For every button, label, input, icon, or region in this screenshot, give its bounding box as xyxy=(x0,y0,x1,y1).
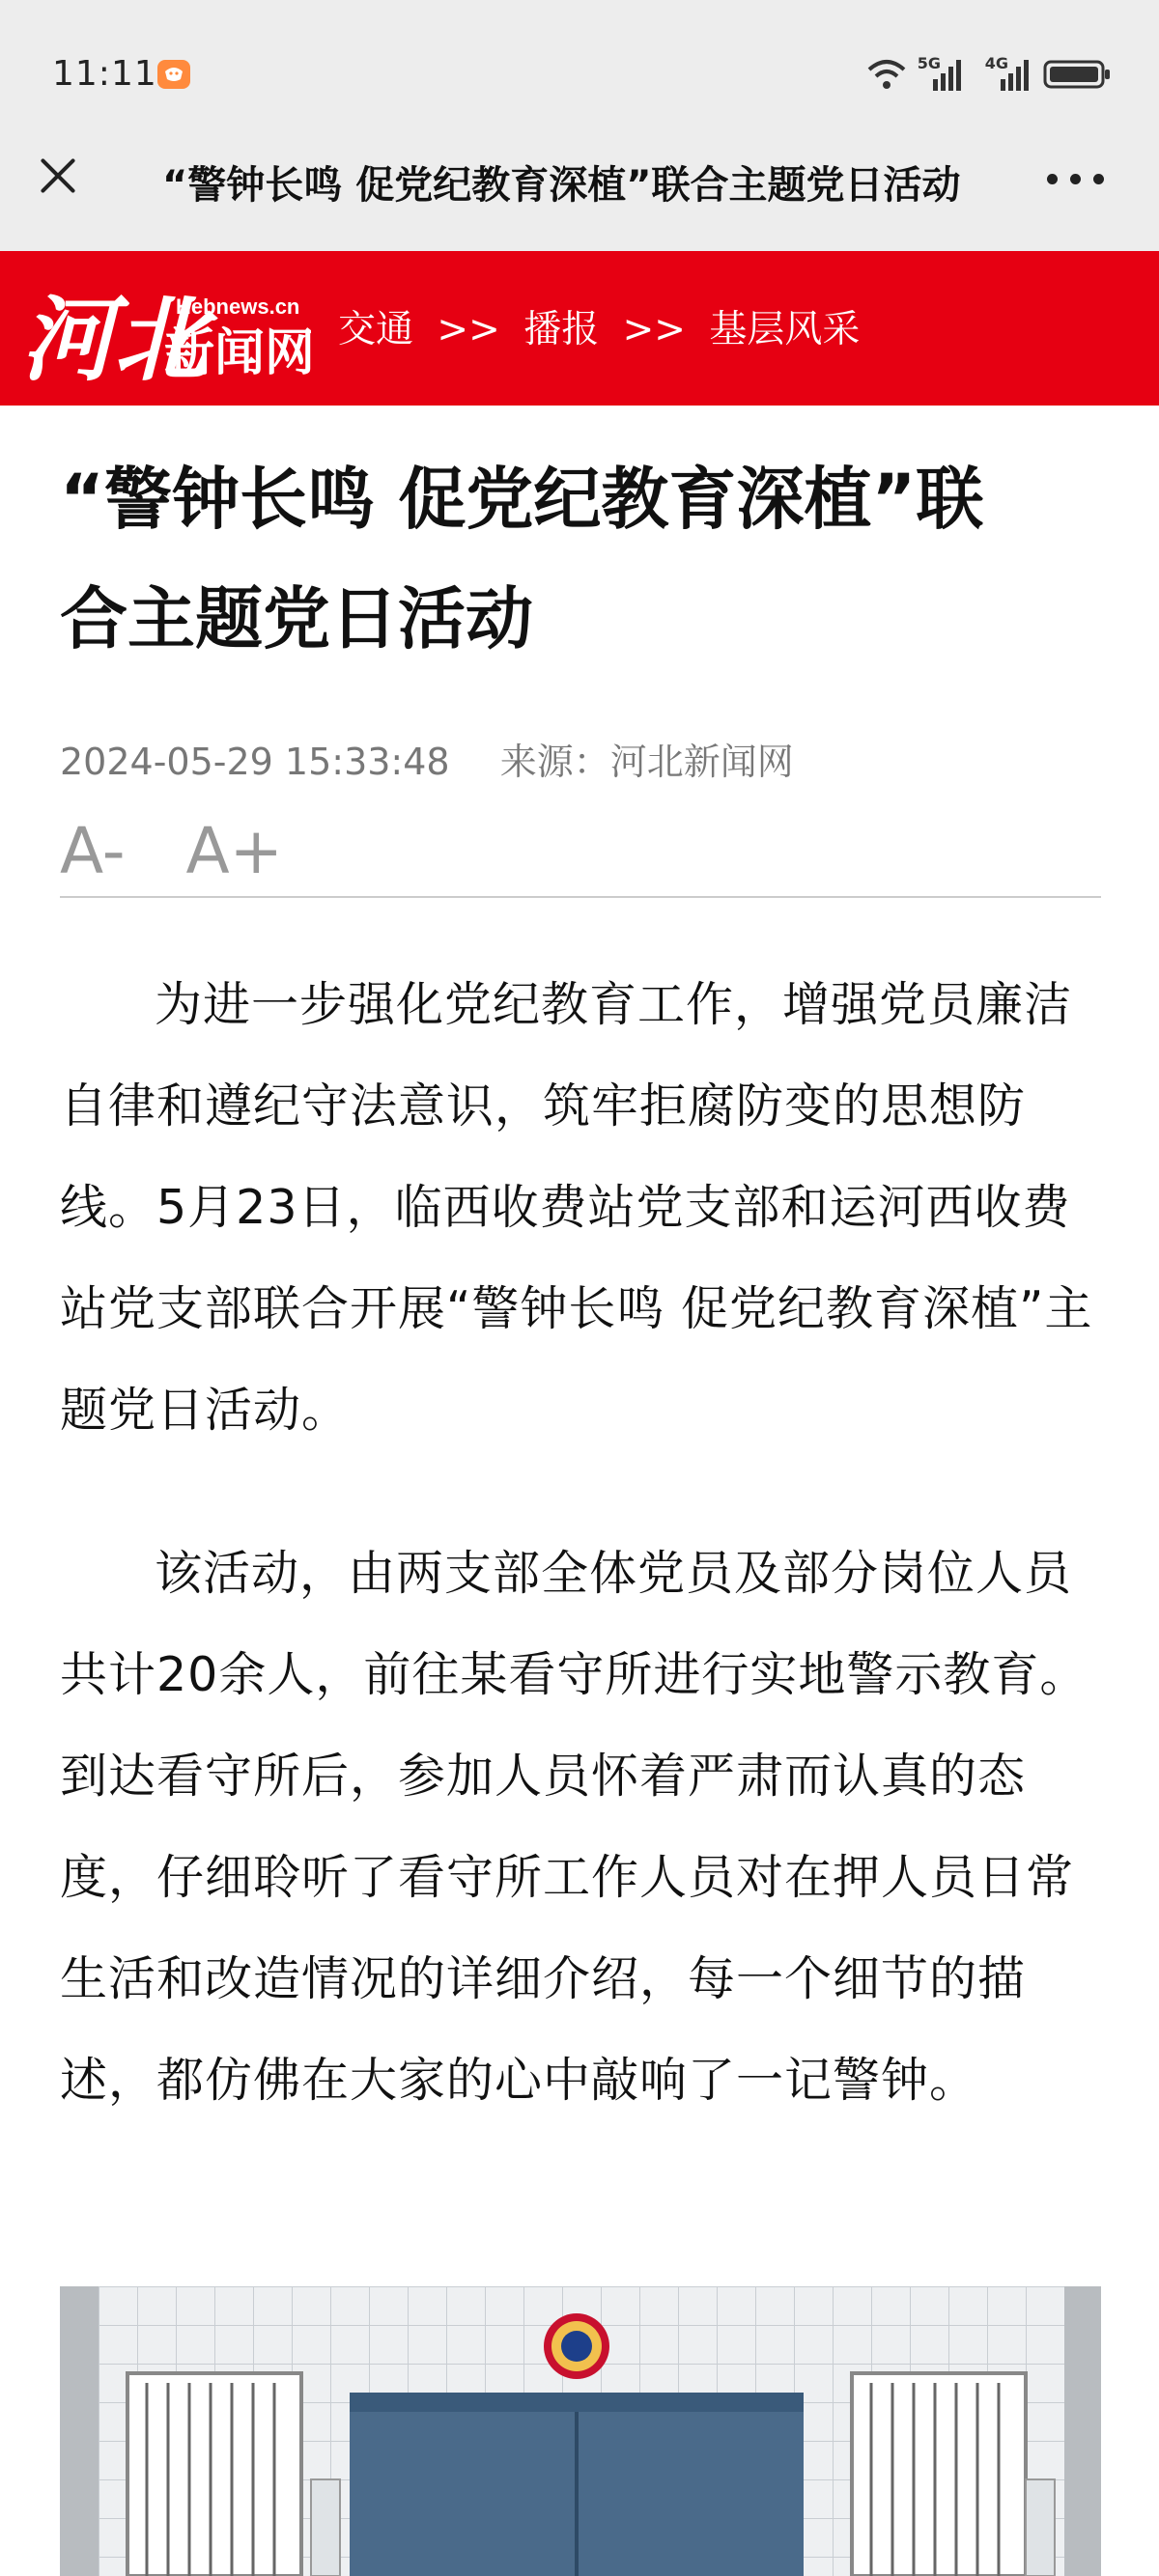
notification-app-icon xyxy=(157,60,190,89)
article-title-line: 合主题党日活动 xyxy=(60,579,533,658)
article-title xyxy=(60,439,1103,679)
logo-domain: Hebnews.cn xyxy=(176,294,300,319)
breadcrumb-separator: >> xyxy=(622,308,686,351)
police-emblem-icon xyxy=(544,2313,609,2379)
article-title-line: “警钟长鸣 促党纪教育深植”联 xyxy=(60,460,984,539)
divider xyxy=(60,896,1101,898)
breadcrumb-item-grassroots[interactable]: 基层风采 xyxy=(709,308,861,351)
breadcrumb-separator: >> xyxy=(437,308,500,351)
breadcrumb xyxy=(338,299,871,353)
more-options-button[interactable] xyxy=(1047,174,1105,185)
window-title: “警钟长鸣 促党纪教育深植”联合主题党日活动 xyxy=(162,163,961,208)
article-datetime: 2024-05-29 15:33:48 xyxy=(60,741,450,783)
article-source: 来源：河北新闻网 xyxy=(499,741,794,783)
network-label-4g: 4G xyxy=(984,54,1008,72)
status-time: 11:11 xyxy=(52,54,157,94)
font-increase-button[interactable]: A+ xyxy=(185,814,283,888)
logo-name: 新闻网 xyxy=(164,324,311,382)
article-meta xyxy=(60,732,794,785)
article-photo[interactable] xyxy=(60,2286,1101,2576)
article-body xyxy=(60,954,1101,2193)
network-label-5g: 5G xyxy=(917,54,941,72)
article-paragraph: 为进一步强化党纪教育工作，增强党员廉洁自律和遵纪守法意识，筑牢拒腐防变的思想防线。5月23日，临西收费站党支部和运河西收费站党支部联合开展“警钟长鸣 促党纪教育深植”主题党日活动。 xyxy=(60,977,1093,1438)
font-size-controls xyxy=(60,814,324,888)
breadcrumb-item-traffic[interactable]: 交通 xyxy=(338,308,414,351)
article-paragraph: 该活动，由两支部全体党员及部分岗位人员共计20余人，前往某看守所进行实地警示教育。到达看守所后，参加人员怀着严肃而认真的态度，仔细聆听了看守所工作人员对在押人员日常生活和改造情况的详细介绍，每一个细节的描述，都仿佛在大家的心中敲响了一记警钟。 xyxy=(60,1546,1088,2108)
logo-text-hebei: 河北 xyxy=(21,289,207,391)
close-button[interactable] xyxy=(37,153,79,195)
font-decrease-button[interactable]: A- xyxy=(60,814,126,888)
breadcrumb-item-broadcast[interactable]: 播报 xyxy=(523,308,600,351)
battery-icon xyxy=(1043,54,1111,93)
wifi-icon xyxy=(865,54,908,93)
site-logo[interactable] xyxy=(21,275,311,391)
